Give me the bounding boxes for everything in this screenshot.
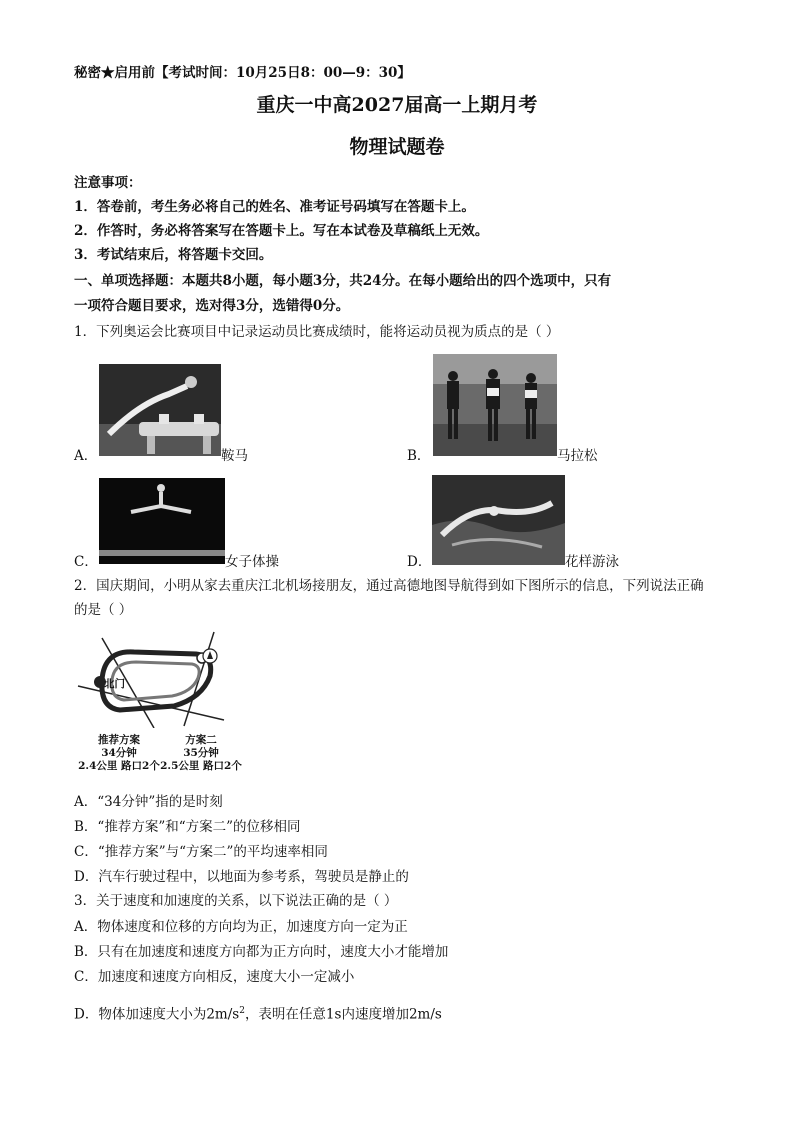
q1-option-b-label: 马拉松 [557, 448, 598, 464]
gymnastics-photo [99, 478, 225, 564]
q2-option-d: D．汽车行驶过程中，以地面为参考系，驾驶员是静止的 [74, 869, 409, 885]
map-plan1-name: 推荐方案 [98, 734, 140, 746]
q3-option-a: A．物体速度和位移的方向均为正，加速度方向一定为正 [74, 919, 408, 935]
q3-option-c: C．加速度和速度方向相反，速度大小一定减小 [74, 969, 355, 985]
q1-option-b-letter: B． [407, 448, 431, 464]
note-item: 3．考试结束后，将答题卡交回。 [74, 247, 273, 263]
map-plan2-time: 35分钟 [183, 747, 219, 759]
map-plan2-name: 方案二 [185, 734, 217, 746]
subject-title: 物理试题卷 [349, 136, 445, 158]
q1-option-d-label: 花样游泳 [565, 554, 619, 570]
q1-stem: 1．下列奥运会比赛项目中记录运动员比赛成绩时，能将运动员视为质点的是（ ） [74, 324, 560, 340]
notes-heading: 注意事项： [74, 175, 142, 191]
q2-option-b: B．“推荐方案”和“方案二”的位移相同 [74, 819, 301, 835]
q3-option-d-exponent: 2 [239, 1006, 245, 1016]
q3-stem: 3．关于速度和加速度的关系，以下说法正确的是（ ） [74, 893, 398, 909]
q2-option-a: A．“34分钟”指的是时刻 [74, 794, 223, 810]
q1-option-c-label: 女子体操 [225, 554, 279, 570]
q2-option-c: C．“推荐方案”与“方案二”的平均速率相同 [74, 844, 328, 860]
section1-instruction: 一、单项选择题：本题共8小题，每小题3分，共24分。在每小题给出的四个选项中，只有 [74, 273, 612, 289]
map-plan2 [158, 734, 244, 773]
q2-stem: 2．国庆期间，小明从家去重庆江北机场接朋友，通过高德地图导航得到如下图所示的信息，下列说法正确 [74, 578, 704, 594]
q1-option-a-letter: A． [74, 448, 98, 464]
q3-option-d-text: D．物体加速度大小为2m/s [74, 1006, 240, 1023]
q2-stem-cont: 的是（ ） [74, 602, 133, 618]
synchronized-swimming-photo [432, 475, 565, 565]
q3-option-b: B．只有在加速度和速度方向都为正方向时，速度大小才能增加 [74, 944, 449, 960]
q1-option-d-letter: D． [407, 554, 432, 570]
q1-option-c-letter: C． [74, 554, 98, 570]
note-item: 2．作答时，务必将答案写在答题卡上。写在本试卷及草稿纸上无效。 [74, 223, 489, 239]
pommel-horse-photo [99, 364, 221, 456]
school-title: 重庆一中高2027届高一上期月考 [256, 94, 538, 116]
map-plan1 [74, 734, 164, 773]
secret-header: 秘密★启用前【考试时间：10月25日8：00—9：30】 [74, 65, 411, 81]
note-item: 1．答卷前，考生务必将自己的姓名、准考证号码填写在答题卡上。 [74, 199, 475, 215]
q3-option-d [74, 1002, 442, 1024]
map-plan1-time: 34分钟 [101, 747, 137, 759]
q3-option-d-text-end: ，表明在任意1s内速度增加2m/s [244, 1006, 442, 1023]
map-plan2-info: 2.5公里 路口2个 [160, 760, 242, 772]
section1-instruction-cont: 一项符合题目要求，选对得3分，选错得0分。 [74, 298, 350, 314]
q1-option-a-label: 鞍马 [221, 448, 248, 464]
map-gate-label: 北门 [104, 678, 125, 690]
route-map [74, 628, 244, 776]
marathon-photo [433, 354, 557, 456]
map-plan1-info: 2.4公里 路口2个 [78, 760, 160, 772]
